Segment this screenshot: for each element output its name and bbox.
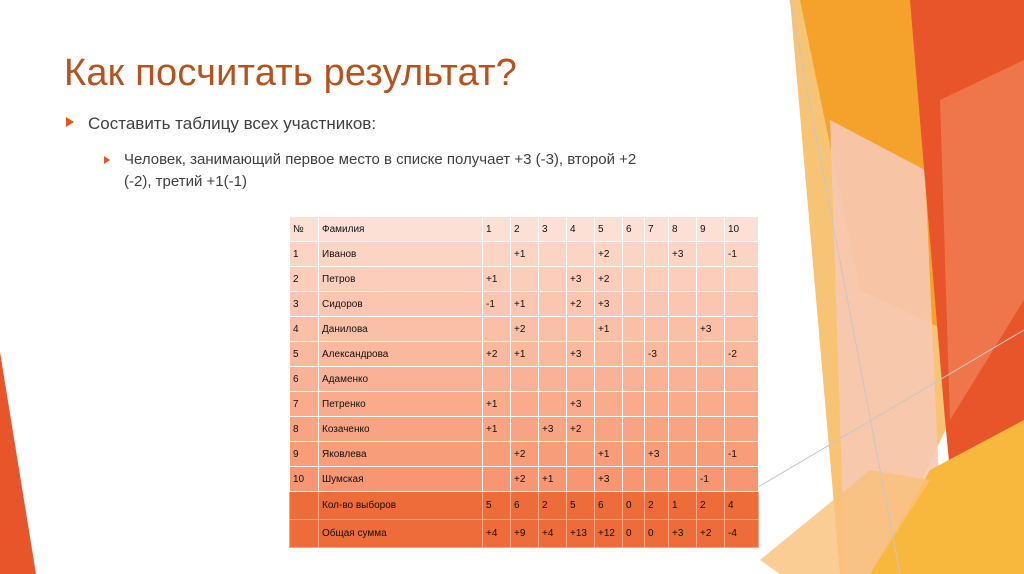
- summary-value-cell: 0: [623, 492, 645, 520]
- score-cell: -1: [697, 467, 725, 492]
- summary-value-cell: +4: [483, 520, 511, 548]
- score-cell: [483, 242, 511, 267]
- surname-cell: Сидоров: [319, 292, 483, 317]
- score-cell: [697, 292, 725, 317]
- row-number-cell: 5: [290, 342, 319, 367]
- summary-value-cell: +3: [669, 520, 697, 548]
- score-cell: [697, 442, 725, 467]
- row-number-cell: 7: [290, 392, 319, 417]
- score-cell: [725, 367, 759, 392]
- score-cell: [539, 392, 567, 417]
- score-cell: [623, 467, 645, 492]
- score-cell: +1: [595, 317, 623, 342]
- score-cell: +1: [539, 467, 567, 492]
- summary-value-cell: 2: [539, 492, 567, 520]
- summary-value-cell: +13: [567, 520, 595, 548]
- bullet-arrow-icon: [66, 117, 74, 127]
- participants-table: [289, 216, 759, 548]
- row-number-cell: 4: [290, 317, 319, 342]
- score-cell: +3: [595, 292, 623, 317]
- summary-value-cell: [290, 520, 319, 548]
- row-number-cell: 8: [290, 417, 319, 442]
- score-cell: [511, 417, 539, 442]
- score-cell: -2: [725, 342, 759, 367]
- score-cell: +2: [595, 267, 623, 292]
- summary-value-cell: 0: [645, 520, 669, 548]
- table-header-cell: 7: [645, 217, 669, 242]
- score-cell: [623, 417, 645, 442]
- surname-cell: Александрова: [319, 342, 483, 367]
- surname-cell: Петров: [319, 267, 483, 292]
- summary-value-cell: 2: [645, 492, 669, 520]
- summary-label-cell: Общая сумма: [319, 520, 483, 548]
- score-cell: [645, 392, 669, 417]
- row-number-cell: 3: [290, 292, 319, 317]
- score-cell: [725, 317, 759, 342]
- table-row: [290, 392, 759, 417]
- score-cell: +1: [595, 442, 623, 467]
- summary-value-cell: 6: [595, 492, 623, 520]
- summary-value-cell: -4: [725, 520, 759, 548]
- summary-label-cell: Кол-во выборов: [319, 492, 483, 520]
- score-cell: [645, 367, 669, 392]
- table-row: [290, 442, 759, 467]
- score-cell: [539, 367, 567, 392]
- score-cell: +1: [511, 242, 539, 267]
- score-cell: [539, 267, 567, 292]
- table-header-cell: Фамилия: [319, 217, 483, 242]
- score-cell: +3: [697, 317, 725, 342]
- table-header-cell: 10: [725, 217, 759, 242]
- row-number-cell: 2: [290, 267, 319, 292]
- score-cell: [567, 467, 595, 492]
- summary-row: [290, 492, 759, 520]
- score-cell: [623, 242, 645, 267]
- table-row: [290, 267, 759, 292]
- score-cell: [567, 367, 595, 392]
- summary-value-cell: 1: [669, 492, 697, 520]
- score-cell: [645, 267, 669, 292]
- score-cell: [539, 292, 567, 317]
- row-number-cell: 9: [290, 442, 319, 467]
- table-header-cell: 3: [539, 217, 567, 242]
- left-corner-triangle: [0, 352, 36, 574]
- score-cell: +1: [511, 292, 539, 317]
- score-cell: [567, 242, 595, 267]
- surname-cell: Козаченко: [319, 417, 483, 442]
- score-cell: -3: [645, 342, 669, 367]
- score-cell: [623, 267, 645, 292]
- score-cell: [539, 242, 567, 267]
- surname-cell: Петренко: [319, 392, 483, 417]
- row-number-cell: 1: [290, 242, 319, 267]
- score-cell: [595, 392, 623, 417]
- table-header-row: [290, 217, 759, 242]
- score-cell: [623, 317, 645, 342]
- score-cell: [725, 392, 759, 417]
- score-cell: [669, 417, 697, 442]
- score-cell: [725, 267, 759, 292]
- score-cell: +3: [567, 392, 595, 417]
- summary-value-cell: [290, 492, 319, 520]
- bullet-level1-text: Составить таблицу всех участников:: [88, 114, 377, 133]
- summary-value-cell: 5: [567, 492, 595, 520]
- score-cell: [725, 292, 759, 317]
- slide-title: Как посчитать результат?: [64, 52, 518, 94]
- score-cell: [669, 267, 697, 292]
- summary-value-cell: 0: [623, 520, 645, 548]
- table-row: [290, 342, 759, 367]
- score-cell: -1: [725, 242, 759, 267]
- summary-value-cell: 6: [511, 492, 539, 520]
- score-cell: +1: [511, 342, 539, 367]
- score-cell: +3: [669, 242, 697, 267]
- summary-value-cell: +4: [539, 520, 567, 548]
- score-cell: [645, 292, 669, 317]
- row-number-cell: 6: [290, 367, 319, 392]
- score-cell: +3: [645, 442, 669, 467]
- score-cell: [595, 342, 623, 367]
- score-cell: +3: [567, 267, 595, 292]
- table-header-cell: 6: [623, 217, 645, 242]
- score-cell: +3: [567, 342, 595, 367]
- score-cell: [645, 317, 669, 342]
- score-cell: [483, 367, 511, 392]
- surname-cell: Яковлева: [319, 442, 483, 467]
- score-cell: [623, 442, 645, 467]
- score-cell: [697, 367, 725, 392]
- summary-value-cell: 4: [725, 492, 759, 520]
- summary-row: [290, 520, 759, 548]
- score-cell: +1: [483, 417, 511, 442]
- score-cell: [669, 442, 697, 467]
- score-cell: [483, 442, 511, 467]
- table-header-cell: 2: [511, 217, 539, 242]
- score-cell: [669, 317, 697, 342]
- score-cell: [697, 342, 725, 367]
- surname-cell: Шумская: [319, 467, 483, 492]
- score-cell: +3: [595, 467, 623, 492]
- table-row: [290, 242, 759, 267]
- score-cell: [669, 467, 697, 492]
- score-cell: [539, 317, 567, 342]
- table-row: [290, 467, 759, 492]
- score-cell: +2: [567, 417, 595, 442]
- summary-value-cell: +12: [595, 520, 623, 548]
- score-cell: [511, 367, 539, 392]
- score-cell: +1: [483, 267, 511, 292]
- row-number-cell: 10: [290, 467, 319, 492]
- score-cell: [697, 392, 725, 417]
- score-cell: [623, 367, 645, 392]
- score-cell: +2: [483, 342, 511, 367]
- summary-value-cell: 5: [483, 492, 511, 520]
- score-cell: [483, 317, 511, 342]
- score-cell: [623, 342, 645, 367]
- score-cell: [645, 242, 669, 267]
- table-row: [290, 417, 759, 442]
- bullet-level2: [104, 149, 664, 193]
- score-cell: [511, 392, 539, 417]
- score-cell: [697, 242, 725, 267]
- table-row: [290, 317, 759, 342]
- score-cell: [725, 467, 759, 492]
- table-row: [290, 367, 759, 392]
- score-cell: [567, 317, 595, 342]
- score-cell: [623, 292, 645, 317]
- score-cell: [669, 342, 697, 367]
- score-cell: -1: [483, 292, 511, 317]
- score-cell: +2: [595, 242, 623, 267]
- bullet-level1: [66, 114, 376, 134]
- summary-value-cell: 2: [697, 492, 725, 520]
- table-header-cell: 4: [567, 217, 595, 242]
- score-cell: [483, 467, 511, 492]
- score-cell: +2: [511, 442, 539, 467]
- surname-cell: Адаменко: [319, 367, 483, 392]
- score-cell: +2: [511, 467, 539, 492]
- table-header-cell: 5: [595, 217, 623, 242]
- table-header-cell: 9: [697, 217, 725, 242]
- bullet-arrow-icon: [104, 156, 110, 164]
- score-cell: -1: [725, 442, 759, 467]
- table-header-cell: 1: [483, 217, 511, 242]
- score-cell: [645, 417, 669, 442]
- table-header-cell: 8: [669, 217, 697, 242]
- score-cell: +2: [511, 317, 539, 342]
- surname-cell: Данилова: [319, 317, 483, 342]
- score-cell: [567, 442, 595, 467]
- score-cell: [511, 267, 539, 292]
- table-header-cell: №: [290, 217, 319, 242]
- score-cell: [669, 392, 697, 417]
- score-cell: [645, 467, 669, 492]
- score-cell: [539, 342, 567, 367]
- score-cell: +2: [567, 292, 595, 317]
- surname-cell: Иванов: [319, 242, 483, 267]
- table-row: [290, 292, 759, 317]
- score-cell: +1: [483, 392, 511, 417]
- bullet-level2-text: Человек, занимающий первое место в списке получает +3 (-3), второй +2 (-2), третий +1(-1): [124, 151, 637, 190]
- score-cell: [595, 417, 623, 442]
- score-cell: [697, 417, 725, 442]
- summary-value-cell: +2: [697, 520, 725, 548]
- summary-value-cell: +9: [511, 520, 539, 548]
- score-cell: [697, 267, 725, 292]
- score-cell: [669, 367, 697, 392]
- score-cell: [539, 442, 567, 467]
- score-cell: [725, 417, 759, 442]
- score-cell: [669, 292, 697, 317]
- score-cell: [623, 392, 645, 417]
- score-cell: [595, 367, 623, 392]
- score-cell: +3: [539, 417, 567, 442]
